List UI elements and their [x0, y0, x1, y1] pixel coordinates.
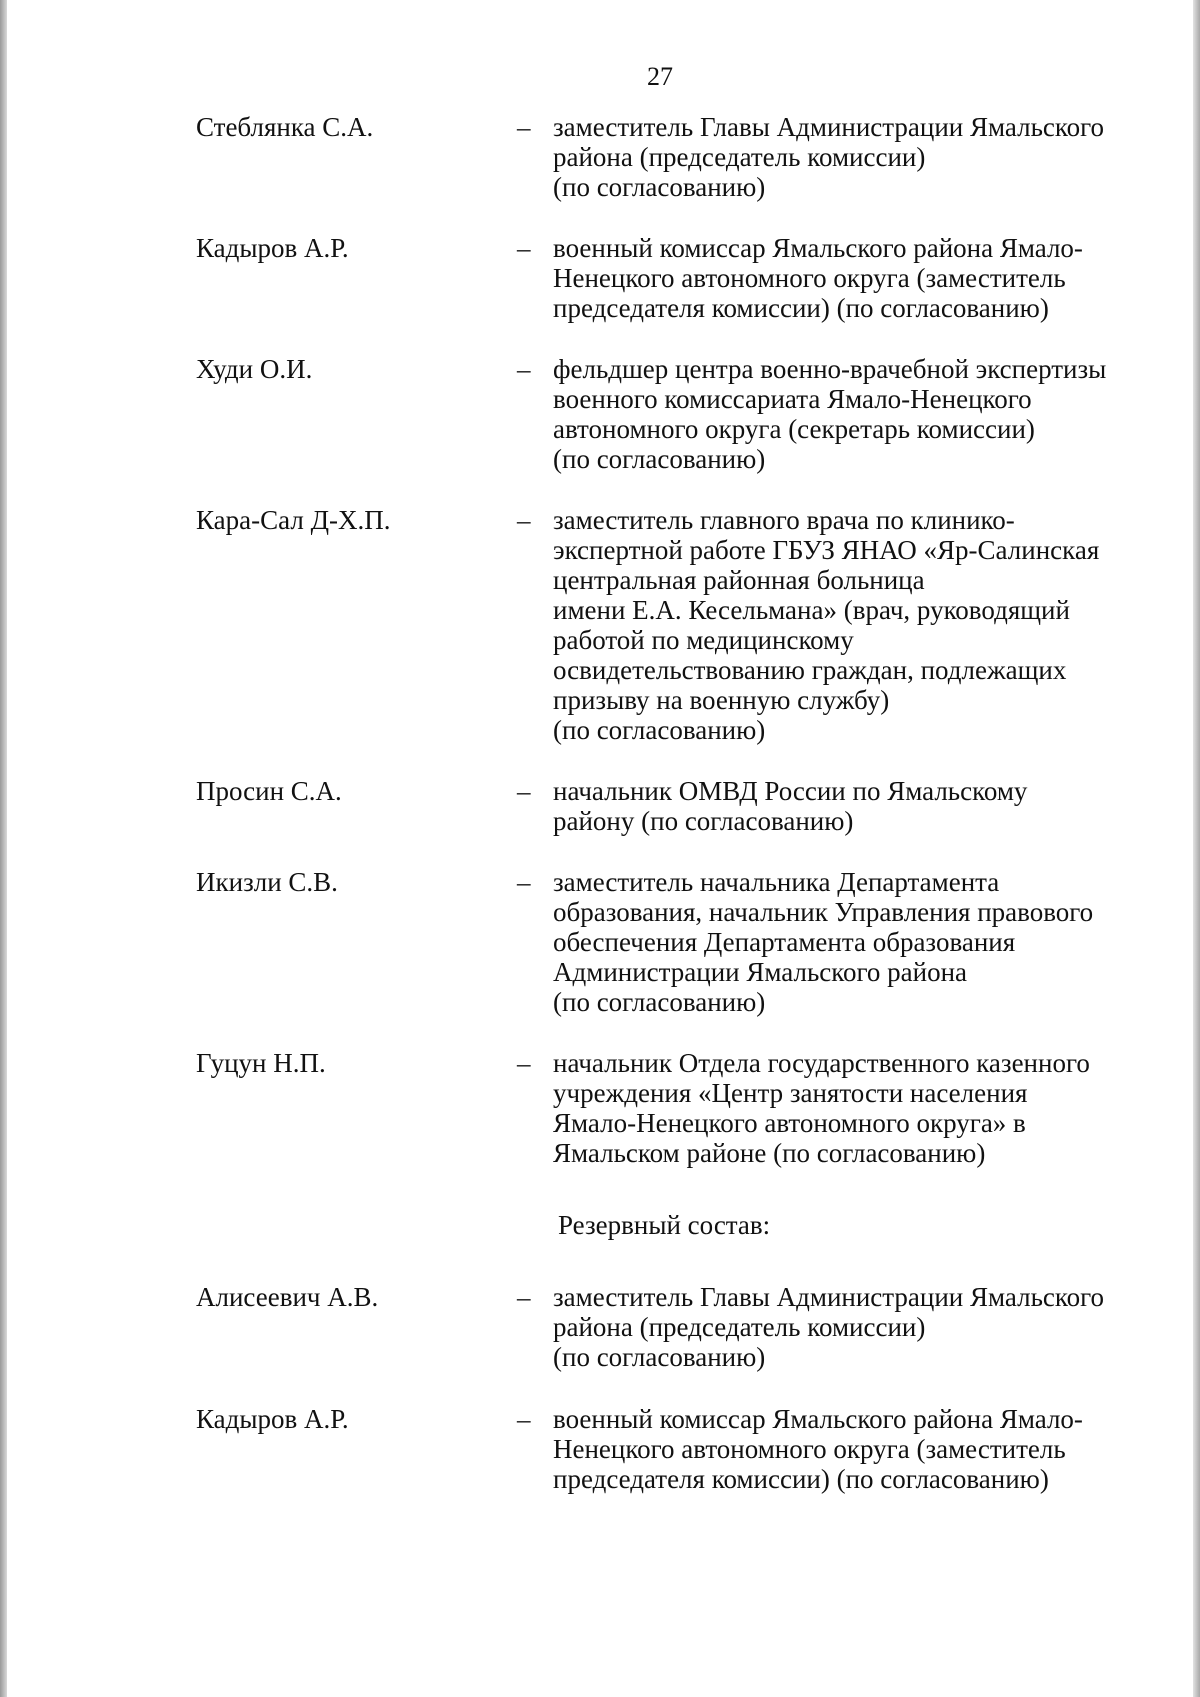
reserve-member-entry	[0, 1404, 1200, 1494]
member-entry	[0, 112, 1200, 202]
description-line: району (по согласованию)	[553, 806, 854, 836]
member-description	[553, 354, 1153, 474]
member-description	[553, 112, 1153, 202]
description-line: призыву на военную службу)	[553, 685, 890, 715]
description-line: центральная районная больница	[553, 565, 925, 595]
reserve-heading: Резервный состав:	[558, 1210, 771, 1240]
separator-dash: –	[517, 354, 531, 384]
member-entry	[0, 1048, 1200, 1168]
member-description	[553, 776, 1153, 836]
separator-dash: –	[517, 1282, 531, 1312]
description-line: (по согласованию)	[553, 715, 766, 745]
member-description	[553, 1048, 1153, 1168]
description-line: образования, начальник Управления правового	[553, 897, 1094, 927]
description-line: Ямало-Ненецкого автономного округа» в	[553, 1108, 1026, 1138]
member-entry	[0, 867, 1200, 1017]
description-line: (по согласованию)	[553, 444, 766, 474]
description-line: района (председатель комиссии)	[553, 142, 926, 172]
member-name: Алисеевич А.В.	[196, 1282, 379, 1312]
member-entry	[0, 354, 1200, 474]
member-description	[553, 233, 1153, 323]
description-line: работой по медицинскому	[553, 625, 854, 655]
description-line: начальник Отдела государственного казенного	[553, 1048, 1090, 1078]
description-line: военный комиссар Ямальского района Ямало-	[553, 233, 1083, 263]
separator-dash: –	[517, 1048, 531, 1078]
description-line: освидетельствованию граждан, подлежащих	[553, 655, 1067, 685]
member-description	[553, 505, 1153, 745]
member-description	[553, 867, 1153, 1017]
member-entry	[0, 233, 1200, 323]
description-line: заместитель главного врача по клинико-	[553, 505, 1015, 535]
description-line: председателя комиссии) (по согласованию)	[553, 1464, 1049, 1494]
member-description	[553, 1282, 1153, 1372]
member-name: Кадыров А.Р.	[196, 233, 349, 263]
description-line: заместитель Главы Администрации Ямальского	[553, 112, 1105, 142]
reserve-member-entry	[0, 1282, 1200, 1372]
description-line: обеспечения Департамента образования	[553, 927, 1016, 957]
member-name: Икизли С.В.	[196, 867, 338, 897]
description-line: председателя комиссии) (по согласованию)	[553, 293, 1049, 323]
member-entry	[0, 776, 1200, 836]
member-entry	[0, 505, 1200, 745]
description-line: заместитель Главы Администрации Ямальского	[553, 1282, 1105, 1312]
member-name: Просин С.А.	[196, 776, 342, 806]
description-line: (по согласованию)	[553, 172, 766, 202]
member-name: Кадыров А.Р.	[196, 1404, 349, 1434]
member-name: Худи О.И.	[196, 354, 313, 384]
separator-dash: –	[517, 233, 531, 263]
document-body	[0, 112, 1200, 1494]
separator-dash: –	[517, 505, 531, 535]
description-line: начальник ОМВД России по Ямальскому	[553, 776, 1028, 806]
description-line: Ямальском районе (по согласованию)	[553, 1138, 986, 1168]
description-line: (по согласованию)	[553, 987, 766, 1017]
member-description	[553, 1404, 1153, 1494]
description-line: заместитель начальника Департамента	[553, 867, 1000, 897]
description-line: фельдшер центра военно-врачебной экспертизы	[553, 354, 1107, 384]
description-line: военного комиссариата Ямало-Ненецкого	[553, 384, 1032, 414]
separator-dash: –	[517, 867, 531, 897]
description-line: учреждения «Центр занятости населения	[553, 1078, 1028, 1108]
description-line: Администрации Ямальского района	[553, 957, 968, 987]
page-number: 27	[647, 62, 673, 91]
description-line: Ненецкого автономного округа (заместитель	[553, 1434, 1066, 1464]
description-line: Ненецкого автономного округа (заместитель	[553, 263, 1066, 293]
separator-dash: –	[517, 1404, 531, 1434]
description-line: военный комиссар Ямальского района Ямало-	[553, 1404, 1083, 1434]
description-line: имени Е.А. Кесельмана» (врач, руководящий	[553, 595, 1070, 625]
member-name: Стеблянка С.А.	[196, 112, 374, 142]
description-line: экспертной работе ГБУЗ ЯНАО «Яр-Салинская	[553, 535, 1100, 565]
description-line: автономного округа (секретарь комиссии)	[553, 414, 1035, 444]
separator-dash: –	[517, 112, 531, 142]
description-line: (по согласованию)	[553, 1342, 766, 1372]
description-line: района (председатель комиссии)	[553, 1312, 926, 1342]
member-name: Кара-Сал Д-Х.П.	[196, 505, 391, 535]
separator-dash: –	[517, 776, 531, 806]
member-name: Гуцун Н.П.	[196, 1048, 326, 1078]
